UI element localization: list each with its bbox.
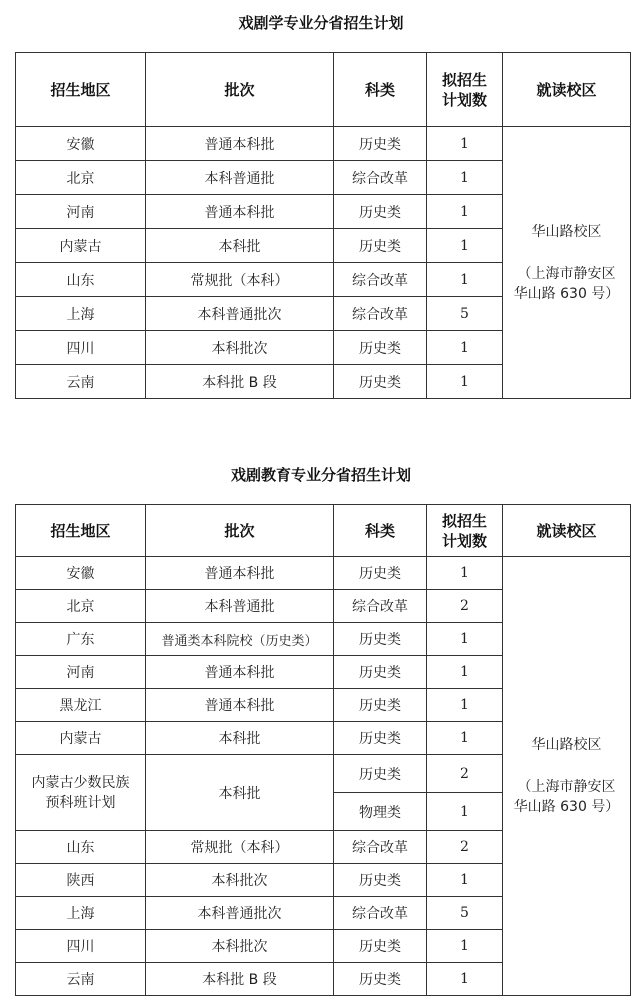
header-campus: 就读校区 xyxy=(503,53,631,127)
count-cell: 1 xyxy=(427,195,503,229)
region-cell: 河南 xyxy=(16,656,146,689)
count-cell: 2 xyxy=(427,831,503,864)
header-batch: 批次 xyxy=(146,505,334,557)
category-cell: 历史类 xyxy=(334,331,427,365)
count-cell: 1 xyxy=(427,930,503,963)
batch-cell: 本科批次 xyxy=(146,864,334,897)
category-cell: 历史类 xyxy=(334,127,427,161)
batch-cell: 本科批 B 段 xyxy=(146,365,334,399)
category-cell: 历史类 xyxy=(334,689,427,722)
batch-cell: 本科普通批 xyxy=(146,161,334,195)
batch-cell: 普通本科批 xyxy=(146,557,334,590)
batch-cell: 普通本科批 xyxy=(146,689,334,722)
batch-cell: 常规批（本科） xyxy=(146,831,334,864)
header-region: 招生地区 xyxy=(16,505,146,557)
category-cell: 历史类 xyxy=(334,930,427,963)
table1-header-row xyxy=(16,53,631,127)
region-cell: 安徽 xyxy=(16,557,146,590)
campus-address-line2: 华山路 630 号） xyxy=(513,799,620,815)
category-cell: 历史类 xyxy=(334,623,427,656)
batch-cell: 本科批次 xyxy=(146,331,334,365)
batch-cell: 本科普通批次 xyxy=(146,297,334,331)
header-plan-count xyxy=(427,53,503,127)
table2-title: 戏剧教育专业分省招生计划 xyxy=(230,466,411,484)
category-cell: 历史类 xyxy=(334,864,427,897)
category-cell: 历史类 xyxy=(334,195,427,229)
header-plan-line2: 计划数 xyxy=(441,90,487,109)
batch-cell: 本科批次 xyxy=(146,930,334,963)
count-cell: 5 xyxy=(427,897,503,930)
batch-cell: 本科批 B 段 xyxy=(146,963,334,996)
region-cell: 四川 xyxy=(16,930,146,963)
category-cell: 历史类 xyxy=(334,722,427,755)
region-cell: 河南 xyxy=(16,195,146,229)
campus-address-line1: （上海市静安区 xyxy=(517,265,616,282)
count-cell: 1 xyxy=(427,623,503,656)
header-region: 招生地区 xyxy=(16,53,146,127)
count-cell: 1 xyxy=(427,557,503,590)
special-region-line1: 内蒙古少数民族 xyxy=(31,774,130,791)
category-cell: 历史类 xyxy=(334,557,427,590)
batch-cell: 普通本科批 xyxy=(146,195,334,229)
batch-cell: 本科批 xyxy=(146,229,334,263)
batch-cell-special: 本科批 xyxy=(146,755,334,831)
region-cell: 内蒙古 xyxy=(16,722,146,755)
table-row xyxy=(16,127,631,161)
count-cell: 1 xyxy=(427,229,503,263)
count-cell: 1 xyxy=(427,161,503,195)
category-cell: 历史类 xyxy=(334,755,427,793)
region-cell: 四川 xyxy=(16,331,146,365)
region-cell: 内蒙古 xyxy=(16,229,146,263)
header-batch: 批次 xyxy=(146,53,334,127)
count-cell: 1 xyxy=(427,722,503,755)
header-category: 科类 xyxy=(334,505,427,557)
campus-name: 华山路校区 xyxy=(531,223,602,240)
count-cell: 2 xyxy=(427,590,503,623)
table1-title: 戏剧学专业分省招生计划 xyxy=(238,14,404,32)
count-cell: 1 xyxy=(427,689,503,722)
count-cell: 1 xyxy=(427,331,503,365)
region-cell: 云南 xyxy=(16,963,146,996)
header-plan-line1: 拟招生 xyxy=(441,511,487,530)
region-cell-special xyxy=(16,755,146,831)
batch-cell: 普通类本科院校（历史类） xyxy=(146,623,334,656)
batch-cell: 普通本科批 xyxy=(146,656,334,689)
region-cell: 云南 xyxy=(16,365,146,399)
header-plan-line2: 计划数 xyxy=(441,531,487,550)
category-cell: 综合改革 xyxy=(334,297,427,331)
table-row xyxy=(16,557,631,590)
header-plan-line1: 拟招生 xyxy=(441,70,487,89)
batch-cell: 本科普通批次 xyxy=(146,897,334,930)
region-cell: 安徽 xyxy=(16,127,146,161)
count-cell: 1 xyxy=(427,656,503,689)
campus-cell xyxy=(503,127,631,399)
category-cell: 历史类 xyxy=(334,365,427,399)
batch-cell: 常规批（本科） xyxy=(146,263,334,297)
table1 xyxy=(15,52,631,399)
campus-address-line2: 华山路 630 号） xyxy=(513,285,620,302)
campus-name: 华山路校区 xyxy=(531,737,602,753)
count-cell: 1 xyxy=(427,127,503,161)
header-campus: 就读校区 xyxy=(503,505,631,557)
category-cell: 综合改革 xyxy=(334,590,427,623)
campus-cell xyxy=(503,557,631,996)
category-cell: 综合改革 xyxy=(334,897,427,930)
count-cell: 1 xyxy=(427,263,503,297)
count-cell: 2 xyxy=(427,755,503,793)
region-cell: 山东 xyxy=(16,831,146,864)
table2 xyxy=(15,504,631,996)
table2-header-row xyxy=(16,505,631,557)
count-cell: 1 xyxy=(427,793,503,831)
region-cell: 广东 xyxy=(16,623,146,656)
region-cell: 北京 xyxy=(16,590,146,623)
category-cell: 历史类 xyxy=(334,656,427,689)
region-cell: 上海 xyxy=(16,297,146,331)
category-cell: 物理类 xyxy=(334,793,427,831)
category-cell: 综合改革 xyxy=(334,161,427,195)
region-cell: 北京 xyxy=(16,161,146,195)
region-cell: 山东 xyxy=(16,263,146,297)
batch-cell: 本科普通批 xyxy=(146,590,334,623)
region-cell: 黑龙江 xyxy=(16,689,146,722)
special-region-line2: 预科班计划 xyxy=(45,794,116,811)
count-cell: 1 xyxy=(427,365,503,399)
category-cell: 历史类 xyxy=(334,963,427,996)
region-cell: 上海 xyxy=(16,897,146,930)
category-cell: 综合改革 xyxy=(334,263,427,297)
batch-cell: 本科批 xyxy=(146,722,334,755)
header-plan-count xyxy=(427,505,503,557)
category-cell: 历史类 xyxy=(334,229,427,263)
count-cell: 5 xyxy=(427,297,503,331)
region-cell: 陕西 xyxy=(16,864,146,897)
count-cell: 1 xyxy=(427,963,503,996)
count-cell: 1 xyxy=(427,864,503,897)
batch-cell: 普通本科批 xyxy=(146,127,334,161)
campus-address-line1: （上海市静安区 xyxy=(517,779,616,795)
header-category: 科类 xyxy=(334,53,427,127)
category-cell: 综合改革 xyxy=(334,831,427,864)
